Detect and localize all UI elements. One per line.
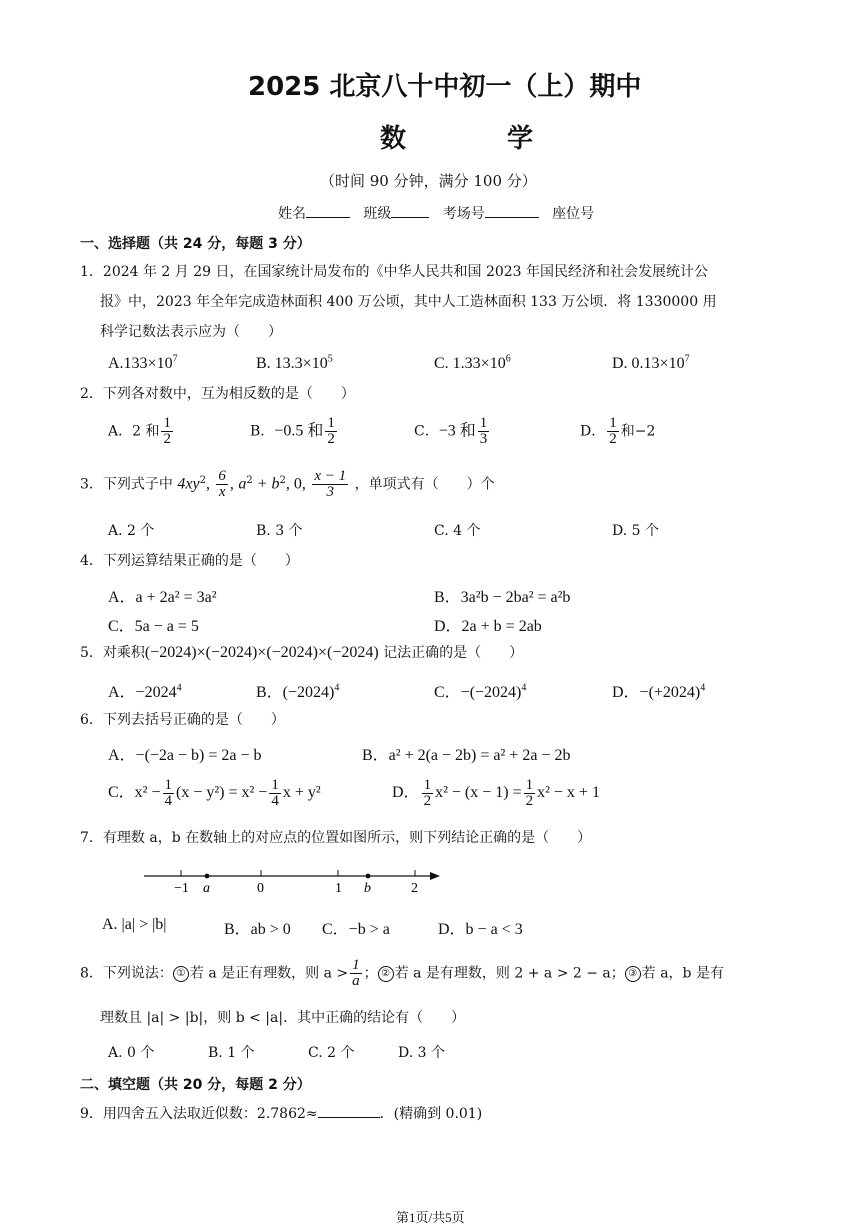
q4-option-c[interactable]: C．5a − a = 5 — [108, 618, 199, 635]
q5-stem: 5．对乘积(−2024)×(−2024)×(−2024)×(−2024) 记法正确的是（ ） — [80, 644, 524, 661]
q7-option-c[interactable]: C．−b > a — [322, 921, 390, 938]
room-label: 考场号 — [442, 206, 485, 222]
q8-option-c[interactable]: C. 2 个 — [308, 1045, 355, 1061]
q3-option-a[interactable]: A. 2 个 — [108, 523, 155, 539]
q7-option-a[interactable]: A. |a| > |b| — [102, 916, 167, 933]
q5-option-b[interactable]: B．$(-2024)^4$ — [256, 682, 340, 701]
q8-option-d[interactable]: D. 3 个 — [398, 1045, 445, 1061]
q2-option-d[interactable]: D． $\frac{1}{2}$ 和−2 — [580, 415, 656, 447]
q2-option-b[interactable]: B．−0.5 和 $\frac{1}{2}$ — [250, 415, 335, 447]
class-label: 班级 — [363, 206, 392, 222]
q1-option-d[interactable]: D. $0.13\times 10^7$ — [612, 353, 690, 372]
time-note: （时间 90 分钟，满分 100 分） — [320, 172, 537, 190]
page-title: 2025 北京八十中初一（上）期中 — [248, 72, 642, 102]
q6-option-d[interactable]: D． $\frac{1}{2}$ x² − (x − 1) = $\frac{1}{2}$ x² − x + 1 — [392, 777, 600, 809]
q3-option-d[interactable]: D. 5 个 — [612, 523, 659, 539]
axis-label-neg1: −1 — [174, 881, 189, 896]
q6-option-b[interactable]: B．a² + 2(a − 2b) = a² + 2a − 2b — [362, 747, 571, 764]
q7-option-d[interactable]: D．b − a < 3 — [438, 921, 523, 938]
q9-answer-blank[interactable] — [318, 1103, 380, 1118]
q4-option-a[interactable]: A．a + 2a² = 3a² — [108, 589, 217, 606]
axis-label-a: a — [203, 881, 210, 896]
q3-option-b[interactable]: B. 3 个 — [256, 523, 303, 539]
q5-option-d[interactable]: D．$-(+2024)^4$ — [612, 682, 706, 701]
q2-option-c[interactable]: C．−3 和 $\frac{1}{3}$ — [414, 415, 488, 447]
number-line-arrow — [430, 872, 440, 880]
section-heading-choice: 一、选择题（共 24 分，每题 3 分） — [80, 236, 311, 252]
q3-option-c[interactable]: C. 4 个 — [434, 523, 481, 539]
q9-stem: 9．用四舍五入法取近似数：2.7862≈ ．(精确到 0.01) — [80, 1103, 482, 1123]
section-heading-fill: 二、填空题（共 20 分，每题 2 分） — [80, 1077, 311, 1093]
q3-stem: 3．下列式子中 $4xy^2$, $\frac{6}{x}$ , $a^2 + b^2$, 0, $\frac{x - 1}{3}$ ，单项式有（ ）个 — [80, 468, 495, 500]
q7-option-b[interactable]: B．ab > 0 — [224, 921, 291, 938]
circled-3: ③ — [625, 966, 641, 982]
q7-number-line — [140, 862, 450, 898]
q1-line2: 报》中，2023 年全年完成造林面积 400 万公顷，其中人工造林面积 133 万公顷．将 1330000 用 — [100, 294, 717, 310]
page-footer: 第1页/共5页 — [396, 1210, 465, 1225]
circled-2: ② — [378, 966, 394, 982]
q1-option-c[interactable]: C. $1.33\times 10^6$ — [434, 353, 511, 372]
q6-stem: 6．下列去括号正确的是（ ） — [80, 712, 285, 728]
q1-line1: 1．2024 年 2 月 29 日，在国家统计局发布的《中华人民共和国 2023 年国民经济和社会发展统计公 — [80, 264, 709, 280]
q1-option-b[interactable]: B. $13.3\times 10^5$ — [256, 353, 333, 372]
q7-stem: 7．有理数 a，b 在数轴上的对应点的位置如图所示，则下列结论正确的是（ ） — [80, 830, 592, 846]
q8-option-b[interactable]: B. 1 个 — [208, 1045, 255, 1061]
q6-option-a[interactable]: A．−(−2a − b) = 2a − b — [108, 747, 262, 764]
q4-option-b[interactable]: B．3a²b − 2ba² = a²b — [434, 589, 571, 606]
subject-title: 数 学 — [380, 124, 580, 154]
q8-option-a[interactable]: A. 0 个 — [108, 1045, 155, 1061]
q4-stem: 4．下列运算结果正确的是（ ） — [80, 553, 299, 569]
q1-option-a[interactable]: $A.133\times 10^7$ — [108, 353, 178, 372]
q1-line3: 科学记数法表示应为（ ） — [100, 324, 282, 340]
circled-1: ① — [173, 966, 189, 982]
axis-label-b: b — [364, 881, 371, 896]
q4-option-d[interactable]: D．2a + b = 2ab — [434, 618, 542, 635]
class-blank[interactable] — [391, 203, 429, 218]
room-blank[interactable] — [485, 203, 539, 218]
q8-line1: 8．下列说法： ① 若 a 是正有理数，则 a > $\frac{1}{a}$ ； ② 若 a 是有理数，则 2 + a > 2 − a； ③ 若 a，b 是有 — [80, 957, 724, 989]
q6-option-c[interactable]: C．x² − $\frac{1}{4}$ (x − y²) = x² − $\frac{1}{4}$ x + y² — [108, 777, 321, 809]
axis-label-2: 2 — [411, 881, 418, 896]
point-b — [366, 874, 371, 879]
axis-label-1: 1 — [335, 881, 342, 896]
q2-stem: 2．下列各对数中，互为相反数的是（ ） — [80, 386, 355, 402]
seat-label: 座位号 — [552, 206, 595, 222]
student-info-line — [278, 203, 594, 223]
q2-option-a[interactable]: A．2 和 $\frac{1}{2}$ — [108, 415, 171, 447]
q5-option-c[interactable]: C．$-(-2024)^4$ — [434, 682, 527, 701]
q8-line2: 理数且 |a| > |b|，则 b < |a|．其中正确的结论有（ ） — [100, 1010, 466, 1026]
axis-label-0: 0 — [257, 881, 264, 896]
point-a — [205, 874, 210, 879]
q5-option-a[interactable]: A．$-2024^4$ — [108, 682, 182, 701]
name-blank[interactable] — [306, 203, 350, 218]
name-label: 姓名 — [278, 206, 306, 222]
